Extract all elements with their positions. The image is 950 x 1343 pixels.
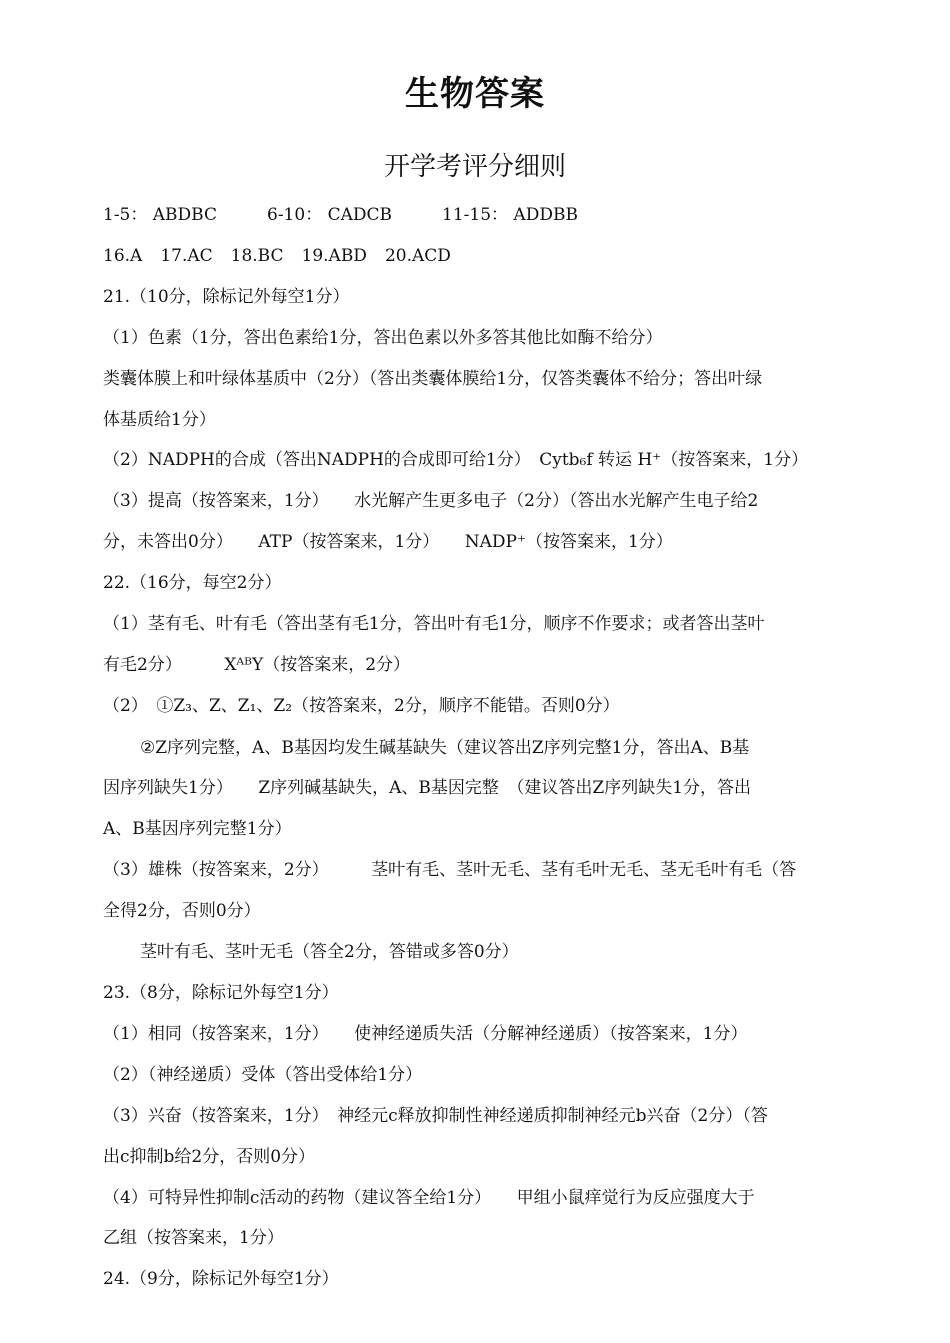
answer-line: 全得2分，否则0分） [103, 901, 261, 921]
page-subtitle: 开学考评分细则 [383, 152, 566, 182]
answer-line: （1）色素（1分，答出色素给1分，答出色素以外多答其他比如酶不给分） [103, 328, 663, 348]
question-24-header: 24.（9分，除标记外每空1分） [103, 1269, 339, 1289]
answer-line: （4）可特异性抑制c活动的药物（建议答全给1分） 甲组小鼠痒觉行为反应强度大于 [103, 1188, 755, 1208]
choice-answers-row-2 [103, 244, 848, 268]
answer-line: A、B基因序列完整1分） [103, 819, 292, 839]
answer-line: （3）提高（按答案来，1分） 水光解产生更多电子（2分）（答出水光解产生电子给2 [103, 491, 759, 511]
answer-line: （1）茎有毛、叶有毛（答出茎有毛1分，答出叶有毛1分，顺序不作要求；或者答出茎叶 [103, 614, 765, 634]
answer-line: （3）兴奋（按答案来，1分） 神经元c释放抑制性神经递质抑制神经元b兴奋（2分）（答 [103, 1106, 768, 1126]
choice-group: 6-10： CADCB [267, 205, 393, 225]
answer-line: ②Z序列完整，A、B基因均发生碱基缺失（建议答出Z序列完整1分，答出A、B基 [140, 738, 750, 758]
answer-line: 因序列缺失1分） Z序列碱基缺失，A、B基因完整 （建议答出Z序列缺失1分，答出 [103, 778, 752, 798]
answer-line: 有毛2分） XᴬᴮY（按答案来，2分） [103, 655, 411, 675]
question-21-header: 21.（10分，除标记外每空1分） [103, 287, 350, 307]
answer-line: 乙组（按答案来，1分） [103, 1228, 284, 1248]
answer-line: （1）相同（按答案来，1分） 使神经递质失活（分解神经递质）（按答案来，1分） [103, 1024, 748, 1044]
page-title: 生物答案 [405, 74, 545, 114]
answer-line: 体基质给1分） [103, 410, 216, 430]
answer-line: 茎叶有毛、茎叶无毛（答全2分，答错或多答0分） [140, 942, 519, 962]
choice-answers-row-1 [103, 203, 848, 227]
answer-line: 出c抑制b给2分，否则0分） [103, 1147, 316, 1167]
choice-item: 16.A [103, 246, 143, 266]
answer-line: 分，未答出0分） ATP（按答案来，1分） NADP⁺（按答案来，1分） [103, 532, 673, 552]
choice-group: 11-15： ADDBB [442, 205, 578, 225]
answer-line: （2） ①Z₃、Z、Z₁、Z₂（按答案来，2分，顺序不能错。否则0分） [103, 696, 620, 716]
answer-line: （3）雄株（按答案来，2分） 茎叶有毛、茎叶无毛、茎有毛叶无毛、茎无毛叶有毛（答 [103, 860, 797, 880]
question-22-header: 22.（16分，每空2分） [103, 573, 282, 593]
choice-item: 19.ABD [301, 246, 367, 266]
answer-line: （2）（神经递质）受体（答出受体给1分） [103, 1065, 423, 1085]
choice-item: 20.ACD [384, 246, 451, 266]
answer-line: （2）NADPH的合成（答出NADPH的合成即可给1分） Cytb₆f 转运 H⁺（按答案来，1分） [103, 450, 809, 470]
choice-item: 18.BC [230, 246, 284, 266]
question-23-header: 23.（8分，除标记外每空1分） [103, 983, 339, 1003]
choice-group: 1-5： ABDBC [103, 205, 217, 225]
choice-item: 17.AC [160, 246, 213, 266]
answer-line: 类囊体膜上和叶绿体基质中（2分）（答出类囊体膜给1分，仅答类囊体不给分；答出叶绿 [103, 369, 763, 389]
